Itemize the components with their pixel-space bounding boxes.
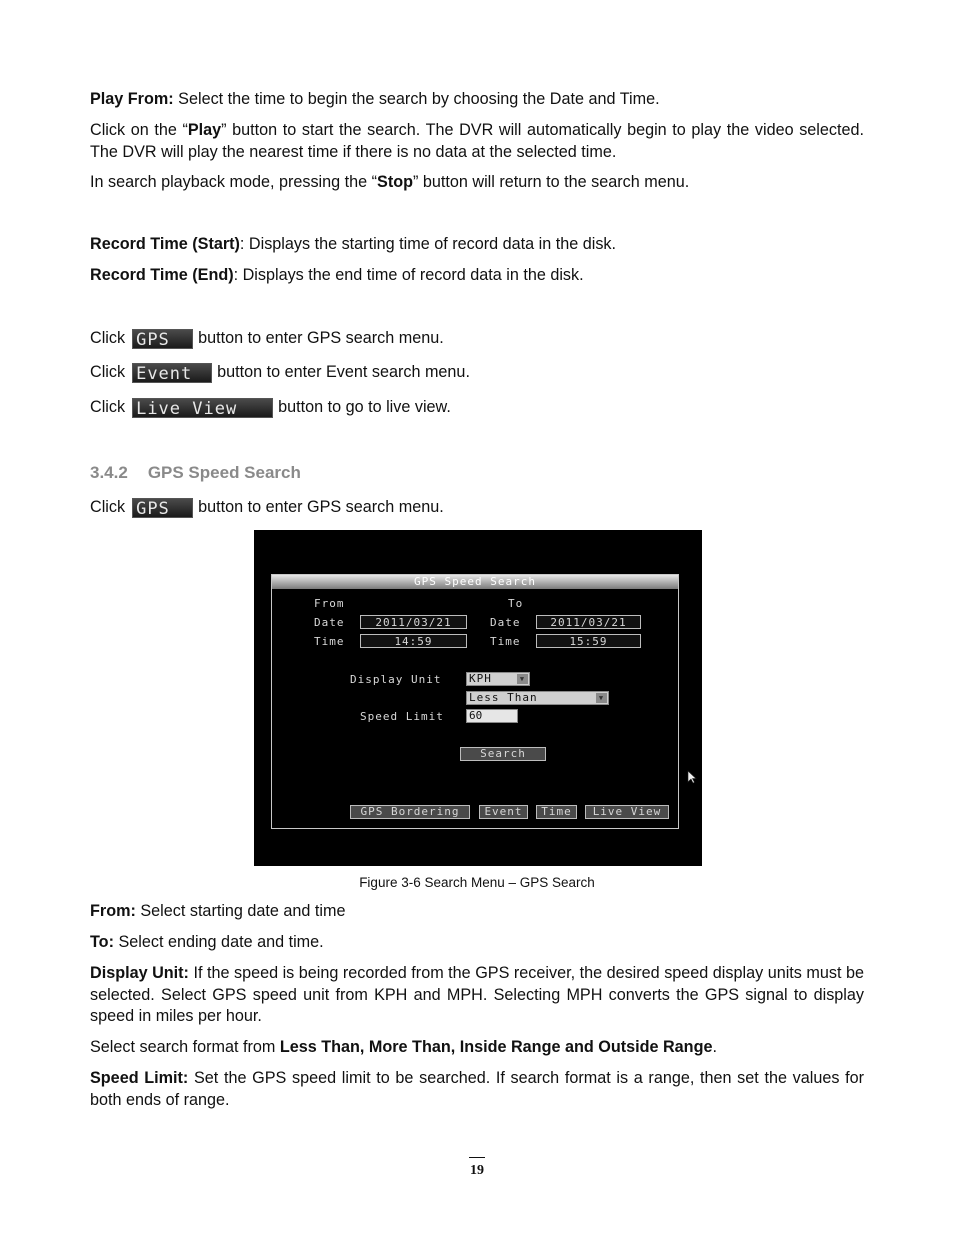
play-from-label: Play From:	[90, 90, 174, 108]
gps-speed-search-screenshot	[254, 530, 702, 866]
from-time-field[interactable]: 14:59	[360, 634, 467, 648]
figure-caption: Figure 3-6 Search Menu – GPS Search	[359, 875, 595, 890]
gps-speed-search-panel	[271, 574, 679, 829]
record-start-text: : Displays the starting time of record data in the disk.	[239, 235, 617, 253]
to-date-label: Date	[490, 616, 521, 629]
live-view-button-image: Live View	[132, 398, 273, 418]
to-description	[90, 932, 864, 954]
panel-title: GPS Speed Search	[272, 575, 678, 589]
click-tail: button to enter GPS search menu.	[198, 498, 444, 516]
search-button[interactable]: Search	[460, 747, 546, 761]
gps-button-image: GPS	[132, 329, 193, 349]
section-number: 3.4.2	[90, 463, 128, 482]
search-format-text-a: Select search format from	[90, 1038, 280, 1056]
gps-bordering-button[interactable]: GPS Bordering	[350, 805, 470, 819]
to-time-label: Time	[490, 635, 521, 648]
click-lead: Click	[90, 398, 126, 416]
record-start-label: Record Time (Start)	[90, 235, 240, 253]
click-live-view-line	[90, 397, 864, 419]
click-lead: Click	[90, 498, 126, 516]
from-time-label: Time	[314, 635, 345, 648]
record-start-paragraph	[90, 234, 864, 256]
speed-limit-label: Speed Limit	[360, 710, 444, 723]
click-tail: button to enter GPS search menu.	[198, 329, 444, 347]
click-lead: Click	[90, 329, 126, 347]
record-end-paragraph	[90, 265, 864, 287]
click-event-line	[90, 362, 864, 384]
record-end-label: Record Time (End)	[90, 266, 234, 284]
from-date-label: Date	[314, 616, 345, 629]
section-click-gps-line	[90, 497, 864, 519]
speed-limit-input[interactable]: 60	[466, 709, 518, 723]
to-description-text: Select ending date and time.	[113, 933, 324, 951]
from-description-text: Select starting date and time	[135, 902, 346, 920]
search-format-description	[90, 1037, 864, 1059]
section-title: GPS Speed Search	[147, 463, 301, 482]
search-format-text-b: .	[712, 1038, 717, 1056]
play-keyword: Play	[187, 121, 222, 139]
page-number: 19	[470, 1163, 484, 1178]
from-description-label: From:	[90, 902, 136, 920]
to-label: To	[508, 597, 524, 610]
play-from-paragraph	[90, 89, 864, 111]
search-format-options: Less Than, More Than, Inside Range and Outside Range	[279, 1038, 713, 1056]
page-number-rule	[469, 1157, 485, 1158]
to-description-label: To:	[90, 933, 114, 951]
click-tail: button to enter Event search menu.	[217, 363, 470, 381]
search-format-value: Less Than	[469, 691, 538, 704]
dropdown-arrow-icon: ▼	[517, 674, 528, 684]
stop-text-b: ” button will return to the search menu.	[413, 173, 690, 191]
time-button[interactable]: Time	[536, 805, 577, 819]
event-button-image: Event	[132, 363, 212, 383]
stop-keyword: Stop	[377, 173, 413, 191]
display-unit-value: KPH	[469, 672, 492, 685]
display-unit-description-label: Display Unit:	[90, 964, 189, 982]
display-unit-select[interactable]	[466, 672, 530, 686]
search-format-select[interactable]	[466, 691, 609, 705]
stop-text-a: In search playback mode, pressing the “	[90, 173, 378, 191]
speed-limit-description-text: Set the GPS speed limit to be searched. If search format is a range, then set the values for both ends of range.	[90, 1069, 864, 1109]
mouse-cursor-icon	[687, 770, 697, 784]
section-heading	[90, 463, 301, 483]
live-view-button[interactable]: Live View	[585, 805, 669, 819]
click-play-paragraph	[90, 120, 864, 163]
display-unit-description	[90, 963, 864, 1028]
from-date-field[interactable]: 2011/03/21	[360, 615, 467, 629]
record-end-text: : Displays the end time of record data in the disk.	[233, 266, 584, 284]
click-lead: Click	[90, 363, 126, 381]
from-description	[90, 901, 864, 923]
click-play-text-a: Click on the “	[90, 121, 188, 139]
gps-button-image: GPS	[132, 498, 193, 518]
display-unit-label: Display Unit	[350, 673, 442, 686]
speed-limit-description-label: Speed Limit:	[90, 1069, 189, 1087]
display-unit-description-text: If the speed is being recorded from the GPS receiver, the desired speed display units must be selected. Select GPS speed unit from KPH and MPH. Selecting MPH converts the GPS signal to display speed in miles per hour.	[90, 964, 864, 1025]
click-play-text-b: ” button to start the search. The DVR will automatically begin to play the video selected. The DVR will play the nearest time if there is no data at the selected time.	[90, 121, 864, 161]
from-label: From	[314, 597, 345, 610]
stop-paragraph	[90, 172, 864, 194]
click-tail: button to go to live view.	[278, 398, 451, 416]
speed-limit-description	[90, 1068, 864, 1111]
play-from-text: Select the time to begin the search by choosing the Date and Time.	[173, 90, 660, 108]
to-date-field[interactable]: 2011/03/21	[536, 615, 641, 629]
event-button[interactable]: Event	[479, 805, 528, 819]
click-gps-line	[90, 328, 864, 350]
to-time-field[interactable]: 15:59	[536, 634, 641, 648]
dropdown-arrow-icon: ▼	[596, 693, 607, 703]
